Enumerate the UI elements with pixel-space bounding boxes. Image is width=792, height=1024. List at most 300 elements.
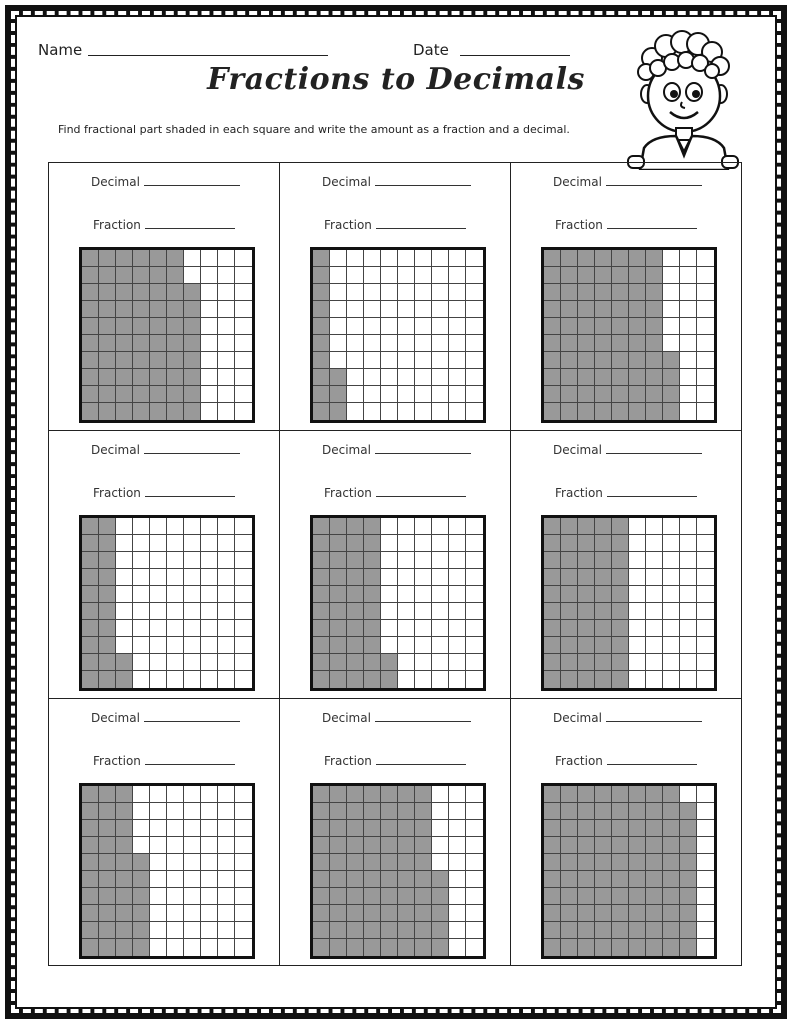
instructions-text: Find fractional part shaded in each square and write the amount as a fraction and a decimal.	[58, 123, 570, 136]
grid-square	[680, 284, 697, 301]
grid-square	[364, 352, 381, 369]
grid-square	[313, 318, 330, 335]
grid-square	[595, 552, 612, 569]
grid-square	[629, 284, 646, 301]
grid-square	[415, 284, 432, 301]
fraction-blank[interactable]	[145, 763, 235, 765]
grid-square	[235, 786, 252, 803]
fraction-blank[interactable]	[376, 227, 466, 229]
decimal-answer-line[interactable]	[322, 711, 471, 725]
grid-square	[561, 335, 578, 352]
grid-square	[381, 637, 398, 654]
grid-square	[432, 552, 449, 569]
grid-square	[612, 939, 629, 956]
grid-square	[201, 939, 218, 956]
grid-square	[697, 671, 714, 688]
grid-square	[381, 654, 398, 671]
grid-square	[415, 586, 432, 603]
grid-square	[663, 250, 680, 267]
grid-square	[235, 603, 252, 620]
grid-square	[201, 922, 218, 939]
grid-square	[201, 386, 218, 403]
grid-square	[150, 939, 167, 956]
decimal-label: Decimal	[322, 175, 371, 189]
grid-square	[184, 922, 201, 939]
grid-square	[466, 552, 483, 569]
grid-square	[544, 654, 561, 671]
fraction-label: Fraction	[93, 218, 141, 232]
grid-square	[544, 786, 561, 803]
grid-square	[663, 552, 680, 569]
grid-square	[381, 905, 398, 922]
grid-square	[432, 267, 449, 284]
grid-square	[612, 803, 629, 820]
grid-square	[184, 803, 201, 820]
grid-square	[116, 837, 133, 854]
grid-square	[697, 654, 714, 671]
grid-square	[680, 369, 697, 386]
decimal-answer-line[interactable]	[322, 175, 471, 189]
grid-square	[415, 403, 432, 420]
grid-square	[449, 786, 466, 803]
fraction-blank[interactable]	[376, 495, 466, 497]
grid-square	[646, 820, 663, 837]
grid-square	[235, 654, 252, 671]
grid-square	[235, 369, 252, 386]
grid-square	[133, 905, 150, 922]
grid-square	[646, 335, 663, 352]
grid-square	[629, 267, 646, 284]
grid-square	[235, 318, 252, 335]
grid-square	[347, 267, 364, 284]
grid-square	[578, 803, 595, 820]
grid-square	[330, 620, 347, 637]
grid-square	[116, 620, 133, 637]
grid-square	[347, 603, 364, 620]
decimal-blank[interactable]	[375, 720, 471, 722]
fraction-answer-line[interactable]	[93, 754, 235, 768]
grid-square	[398, 922, 415, 939]
grid-square	[663, 267, 680, 284]
grid-square	[595, 535, 612, 552]
grid-square	[629, 603, 646, 620]
grid-square	[82, 671, 99, 688]
grid-square	[415, 352, 432, 369]
grid-square	[595, 518, 612, 535]
grid-square	[235, 267, 252, 284]
grid-square	[347, 905, 364, 922]
grid-square	[646, 352, 663, 369]
grid-square	[167, 603, 184, 620]
grid-square	[629, 301, 646, 318]
grid-square	[347, 671, 364, 688]
grid-square	[466, 888, 483, 905]
grid-square	[415, 803, 432, 820]
grid-square	[167, 318, 184, 335]
grid-square	[82, 284, 99, 301]
fraction-answer-line[interactable]	[93, 486, 235, 500]
hundred-grid	[310, 783, 486, 959]
grid-square	[449, 871, 466, 888]
grid-square	[381, 603, 398, 620]
grid-square	[99, 854, 116, 871]
grid-square	[116, 654, 133, 671]
fraction-answer-line[interactable]	[93, 218, 235, 232]
grid-square	[544, 301, 561, 318]
grid-square	[578, 569, 595, 586]
grid-square	[218, 569, 235, 586]
decimal-answer-line[interactable]	[91, 711, 240, 725]
grid-square	[561, 888, 578, 905]
fraction-answer-line[interactable]	[555, 486, 697, 500]
grid-square	[612, 671, 629, 688]
fraction-blank[interactable]	[145, 495, 235, 497]
grid-square	[697, 888, 714, 905]
grid-square	[578, 603, 595, 620]
grid-square	[218, 671, 235, 688]
grid-square	[646, 637, 663, 654]
grid-square	[381, 922, 398, 939]
grid-square	[167, 369, 184, 386]
grid-square	[697, 922, 714, 939]
fraction-answer-line[interactable]	[324, 486, 466, 500]
grid-square	[167, 820, 184, 837]
grid-square	[313, 518, 330, 535]
grid-square	[466, 854, 483, 871]
decimal-answer-line[interactable]	[322, 443, 471, 457]
grid-square	[218, 871, 235, 888]
grid-square	[646, 620, 663, 637]
grid-square	[595, 820, 612, 837]
grid-square	[201, 267, 218, 284]
grid-square	[218, 837, 235, 854]
grid-square	[646, 803, 663, 820]
grid-square	[629, 403, 646, 420]
grid-square	[612, 922, 629, 939]
grid-square	[235, 854, 252, 871]
grid-square	[663, 352, 680, 369]
grid-square	[133, 786, 150, 803]
grid-square	[629, 837, 646, 854]
grid-square	[167, 403, 184, 420]
fraction-blank[interactable]	[376, 763, 466, 765]
grid-square	[116, 301, 133, 318]
grid-square	[116, 888, 133, 905]
hundred-grid	[79, 247, 255, 423]
grid-square	[544, 250, 561, 267]
grid-square	[364, 403, 381, 420]
grid-square	[150, 671, 167, 688]
grid-square	[680, 905, 697, 922]
grid-square	[82, 888, 99, 905]
fraction-blank[interactable]	[607, 763, 697, 765]
grid-square	[663, 603, 680, 620]
decimal-answer-line[interactable]	[91, 175, 240, 189]
grid-square	[167, 905, 184, 922]
grid-square	[150, 871, 167, 888]
grid-square	[415, 837, 432, 854]
grid-square	[544, 671, 561, 688]
grid-square	[133, 267, 150, 284]
decimal-answer-line[interactable]	[553, 711, 702, 725]
grid-square	[646, 267, 663, 284]
problem-cell	[49, 431, 280, 699]
grid-square	[201, 352, 218, 369]
grid-square	[116, 250, 133, 267]
grid-square	[449, 671, 466, 688]
decimal-answer-line[interactable]	[553, 175, 702, 189]
grid-square	[544, 552, 561, 569]
grid-square	[697, 603, 714, 620]
grid-square	[82, 352, 99, 369]
grid-square	[99, 250, 116, 267]
grid-square	[629, 569, 646, 586]
grid-square	[99, 939, 116, 956]
grid-square	[235, 301, 252, 318]
grid-square	[680, 922, 697, 939]
grid-square	[561, 871, 578, 888]
grid-square	[612, 837, 629, 854]
grid-square	[415, 671, 432, 688]
grid-square	[82, 267, 99, 284]
grid-square	[313, 552, 330, 569]
grid-square	[167, 301, 184, 318]
grid-square	[449, 518, 466, 535]
grid-square	[116, 871, 133, 888]
grid-square	[398, 518, 415, 535]
grid-square	[167, 888, 184, 905]
grid-square	[595, 905, 612, 922]
grid-square	[398, 535, 415, 552]
decimal-blank[interactable]	[144, 720, 240, 722]
grid-square	[680, 637, 697, 654]
decimal-blank[interactable]	[375, 452, 471, 454]
grid-square	[201, 888, 218, 905]
grid-square	[330, 352, 347, 369]
decimal-label: Decimal	[91, 175, 140, 189]
grid-square	[184, 352, 201, 369]
grid-square	[544, 386, 561, 403]
grid-square	[347, 518, 364, 535]
grid-square	[218, 318, 235, 335]
grid-square	[544, 637, 561, 654]
grid-square	[116, 284, 133, 301]
grid-square	[612, 569, 629, 586]
grid-square	[646, 386, 663, 403]
grid-square	[184, 284, 201, 301]
decimal-answer-line[interactable]	[91, 443, 240, 457]
grid-square	[466, 535, 483, 552]
grid-square	[544, 888, 561, 905]
grid-square	[167, 535, 184, 552]
grid-square	[612, 301, 629, 318]
grid-square	[347, 820, 364, 837]
grid-square	[347, 803, 364, 820]
grid-square	[184, 820, 201, 837]
grid-square	[364, 603, 381, 620]
grid-square	[544, 837, 561, 854]
grid-square	[466, 284, 483, 301]
grid-square	[116, 671, 133, 688]
grid-square	[595, 352, 612, 369]
grid-square	[398, 603, 415, 620]
decimal-answer-line[interactable]	[553, 443, 702, 457]
grid-square	[398, 250, 415, 267]
grid-square	[99, 786, 116, 803]
grid-square	[595, 403, 612, 420]
grid-square	[432, 535, 449, 552]
grid-square	[663, 905, 680, 922]
grid-square	[595, 284, 612, 301]
grid-square	[364, 386, 381, 403]
decimal-label: Decimal	[553, 175, 602, 189]
grid-square	[150, 620, 167, 637]
grid-square	[432, 786, 449, 803]
grid-square	[347, 854, 364, 871]
grid-square	[629, 922, 646, 939]
date-label: Date	[413, 41, 449, 59]
grid-square	[578, 871, 595, 888]
grid-square	[612, 888, 629, 905]
grid-square	[330, 250, 347, 267]
grid-square	[398, 335, 415, 352]
grid-square	[235, 250, 252, 267]
decimal-blank[interactable]	[606, 184, 702, 186]
fraction-blank[interactable]	[607, 227, 697, 229]
grid-square	[697, 535, 714, 552]
grid-square	[466, 586, 483, 603]
decimal-blank[interactable]	[375, 184, 471, 186]
grid-square	[347, 922, 364, 939]
problem-cell	[511, 163, 741, 431]
grid-square	[578, 535, 595, 552]
grid-square	[663, 335, 680, 352]
grid-square	[663, 284, 680, 301]
grid-square	[150, 820, 167, 837]
decimal-blank[interactable]	[606, 452, 702, 454]
grid-square	[167, 803, 184, 820]
grid-square	[612, 654, 629, 671]
grid-square	[398, 586, 415, 603]
grid-square	[697, 871, 714, 888]
grid-square	[432, 335, 449, 352]
decimal-blank[interactable]	[606, 720, 702, 722]
fraction-answer-line[interactable]	[555, 754, 697, 768]
decimal-blank[interactable]	[144, 184, 240, 186]
grid-square	[218, 603, 235, 620]
grid-square	[235, 386, 252, 403]
hundred-grid	[79, 515, 255, 691]
grid-square	[235, 905, 252, 922]
grid-square	[99, 820, 116, 837]
grid-square	[595, 369, 612, 386]
grid-square	[150, 552, 167, 569]
name-field[interactable]	[88, 55, 328, 56]
grid-square	[201, 603, 218, 620]
grid-square	[680, 386, 697, 403]
grid-square	[150, 803, 167, 820]
grid-square	[561, 603, 578, 620]
grid-square	[381, 301, 398, 318]
grid-square	[578, 518, 595, 535]
grid-square	[150, 888, 167, 905]
grid-square	[330, 939, 347, 956]
grid-square	[449, 386, 466, 403]
decimal-blank[interactable]	[144, 452, 240, 454]
fraction-answer-line[interactable]	[324, 218, 466, 232]
grid-square	[697, 905, 714, 922]
grid-square	[150, 369, 167, 386]
grid-square	[663, 637, 680, 654]
grid-square	[330, 535, 347, 552]
grid-square	[184, 518, 201, 535]
grid-square	[697, 620, 714, 637]
grid-square	[99, 403, 116, 420]
grid-square	[646, 837, 663, 854]
grid-square	[680, 820, 697, 837]
grid-square	[99, 620, 116, 637]
grid-square	[432, 284, 449, 301]
grid-square	[398, 267, 415, 284]
grid-square	[680, 939, 697, 956]
grid-square	[184, 403, 201, 420]
grid-square	[629, 535, 646, 552]
grid-square	[150, 284, 167, 301]
grid-square	[561, 854, 578, 871]
grid-square	[167, 518, 184, 535]
grid-square	[150, 250, 167, 267]
grid-square	[697, 569, 714, 586]
grid-square	[544, 569, 561, 586]
grid-square	[595, 267, 612, 284]
grid-square	[544, 820, 561, 837]
grid-square	[432, 637, 449, 654]
grid-square	[330, 637, 347, 654]
date-field[interactable]	[460, 55, 570, 56]
fraction-answer-line[interactable]	[555, 218, 697, 232]
grid-square	[201, 837, 218, 854]
hundred-grid	[541, 783, 717, 959]
grid-square	[578, 837, 595, 854]
fraction-answer-line[interactable]	[324, 754, 466, 768]
fraction-blank[interactable]	[145, 227, 235, 229]
grid-square	[330, 871, 347, 888]
grid-square	[629, 369, 646, 386]
grid-square	[595, 837, 612, 854]
grid-square	[364, 637, 381, 654]
grid-square	[133, 518, 150, 535]
grid-square	[680, 837, 697, 854]
grid-square	[235, 888, 252, 905]
grid-square	[313, 837, 330, 854]
grid-square	[578, 267, 595, 284]
grid-square	[561, 403, 578, 420]
fraction-blank[interactable]	[607, 495, 697, 497]
grid-square	[184, 905, 201, 922]
grid-square	[561, 837, 578, 854]
grid-square	[201, 637, 218, 654]
grid-square	[561, 586, 578, 603]
grid-square	[595, 854, 612, 871]
grid-square	[663, 820, 680, 837]
grid-square	[697, 803, 714, 820]
grid-square	[116, 552, 133, 569]
hundred-grid	[541, 247, 717, 423]
grid-square	[330, 518, 347, 535]
problem-cell	[49, 163, 280, 431]
grid-square	[578, 888, 595, 905]
grid-square	[578, 586, 595, 603]
